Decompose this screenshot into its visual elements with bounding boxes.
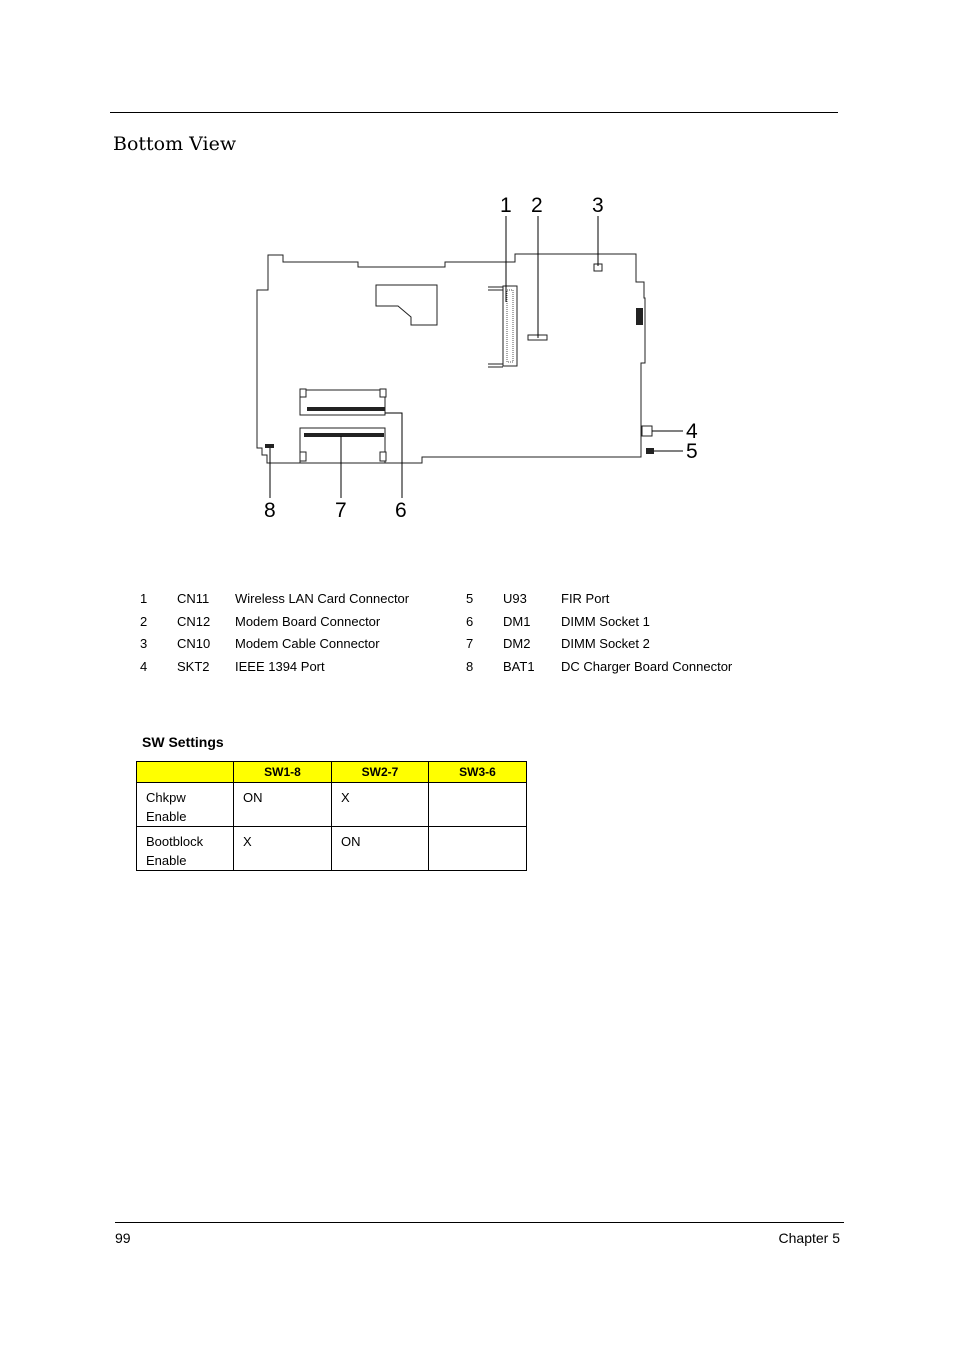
legend-num: 1	[140, 591, 148, 606]
legend-num: 7	[466, 636, 474, 651]
legend-num: 6	[466, 614, 474, 629]
callout-7: 7	[335, 499, 347, 522]
board-outline	[257, 254, 645, 463]
legend-ref: CN12	[177, 614, 211, 629]
header-rule	[110, 112, 838, 113]
bat1-connector	[265, 444, 274, 448]
dimm-socket-1	[300, 389, 386, 415]
section-title: Bottom View	[113, 133, 237, 155]
dimm-socket-2	[300, 428, 386, 463]
legend-desc: IEEE 1394 Port	[235, 659, 325, 674]
board-cutout	[376, 285, 437, 325]
callout-4: 4	[686, 420, 698, 443]
legend-desc: Wireless LAN Card Connector	[235, 591, 410, 606]
legend-desc: Modem Cable Connector	[235, 636, 380, 651]
legend-desc: FIR Port	[561, 591, 610, 606]
callout-5: 5	[686, 440, 698, 463]
table-header-row	[137, 762, 527, 783]
legend-num: 3	[140, 636, 148, 651]
legend-desc: DIMM Socket 2	[561, 636, 650, 651]
right-edge-connector	[636, 308, 643, 325]
sw-settings-heading: SW Settings	[142, 734, 224, 750]
page-number: 99	[115, 1230, 131, 1246]
sw3-cell	[429, 827, 527, 871]
sw3-cell	[429, 783, 527, 827]
skt2-port	[642, 426, 652, 436]
table-row	[137, 783, 527, 827]
board-bottom-view-diagram	[0, 180, 954, 540]
legend-ref: DM1	[503, 614, 531, 629]
legend-ref: BAT1	[503, 659, 535, 674]
sw1-cell: ON	[234, 783, 332, 827]
column-header: SW3-6	[429, 762, 527, 783]
u93-fir-port	[646, 448, 654, 454]
legend-ref: SKT2	[177, 659, 210, 674]
chapter-label: Chapter 5	[778, 1230, 840, 1246]
sw2-cell: X	[332, 783, 429, 827]
column-header: SW2-7	[332, 762, 429, 783]
table-row	[137, 827, 527, 871]
leader-lines	[270, 216, 683, 498]
legend-ref: CN11	[177, 591, 210, 606]
legend-ref: U93	[503, 591, 527, 606]
sw1-cell: X	[234, 827, 332, 871]
row-label: Chkpw Enable	[137, 783, 234, 827]
legend-ref: DM2	[503, 636, 531, 651]
legend-ref: CN10	[177, 636, 211, 651]
footer-rule	[115, 1222, 844, 1223]
row-label: Bootblock Enable	[137, 827, 234, 871]
callout-6: 6	[395, 499, 407, 522]
callout-3: 3	[592, 194, 604, 217]
callout-1: 1	[500, 194, 512, 217]
legend-num: 8	[466, 659, 474, 674]
column-header	[137, 762, 234, 783]
column-header: SW1-8	[234, 762, 332, 783]
legend-num: 5	[466, 591, 474, 606]
sw-settings-table	[136, 761, 527, 871]
legend-num: 2	[140, 614, 148, 629]
callout-8: 8	[264, 499, 276, 522]
callout-2: 2	[531, 194, 543, 217]
legend-desc: DC Charger Board Connector	[561, 659, 733, 674]
legend-desc: DIMM Socket 1	[561, 614, 650, 629]
cn11-connector	[488, 286, 517, 367]
sw2-cell: ON	[332, 827, 429, 871]
legend-desc: Modem Board Connector	[235, 614, 381, 629]
legend-num: 4	[140, 659, 148, 674]
